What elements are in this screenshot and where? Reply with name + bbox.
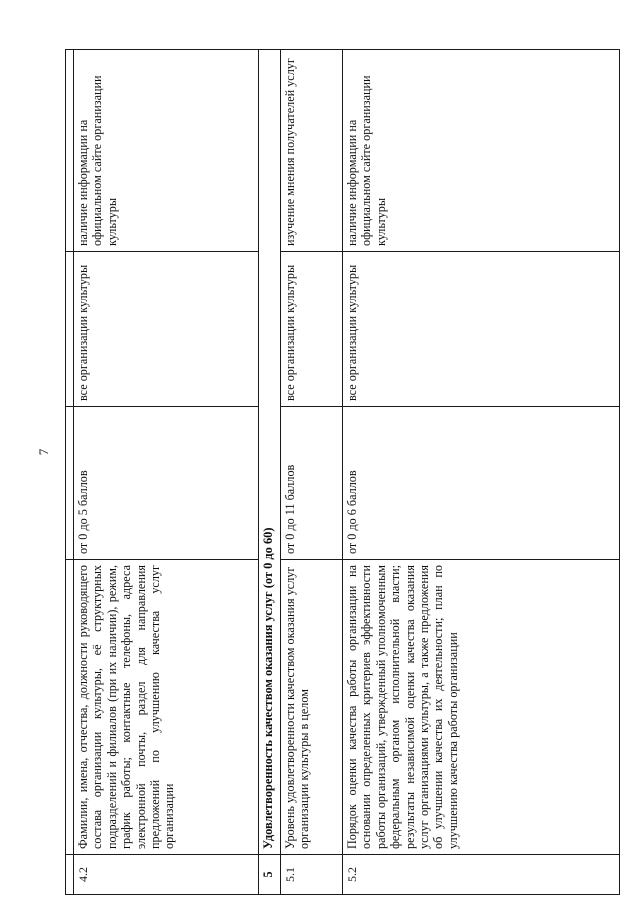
scope-cell: все организации культуры: [281, 252, 343, 407]
scope-cell: [66, 252, 74, 407]
value-cell: от 0 до 6 баллов: [343, 407, 620, 560]
source-cell: [66, 50, 74, 252]
scope-cell: все организации культуры: [343, 252, 620, 407]
table-row-4-2: [74, 50, 259, 895]
row-number: 4.2: [74, 855, 259, 895]
scope-cell: все организации культуры: [74, 252, 259, 407]
value-cell: от 0 до 5 баллов: [74, 407, 259, 560]
table-row-5-2: [343, 50, 620, 895]
page-number: 7: [36, 448, 51, 456]
row-number: 5.1: [281, 855, 343, 895]
source-cell: наличие информации на официальном сайте организации культуры: [343, 50, 620, 252]
source-cell: изучение мнения получателей услуг: [281, 50, 343, 252]
table-row-continuation: [66, 50, 74, 895]
source-cell: наличие информации на официальном сайте организации культуры: [74, 50, 259, 252]
row-number: [66, 855, 74, 895]
section-title: Удовлетворенность качеством оказания услуг (от 0 до 60): [259, 50, 281, 855]
criterion-cell: Уровень удовлетворенности качеством оказания услуг организации культуры в целом: [281, 560, 343, 855]
criterion-cell: [66, 560, 74, 855]
table-row-5-1: [281, 50, 343, 895]
criteria-table: [65, 49, 620, 895]
row-number: 5.2: [343, 855, 620, 895]
criterion-cell: Порядок оценки качества работы организации на основании определенных критериев эффективности работы организаций, утвержденный уполномоченным федеральным органом исполнительной власти; результаты независимой оценки качества оказания услуг организациями культуры, а также предложения об улучшении качества их деятельности; план по улучшению качества работы организации: [343, 560, 620, 855]
section-header-row: [259, 50, 281, 895]
value-cell: от 0 до 11 баллов: [281, 407, 343, 560]
criterion-cell: Фамилии, имена, отчества, должности руководящего состава организации культуры, её структурных подразделений и филиалов (при их наличии), режим, график работы; контактные телефоны, адреса электронной почты, раздел для направления предложений по улучшению качества услуг организации: [74, 560, 259, 855]
value-cell: [66, 407, 74, 560]
rotated-page-content: [65, 50, 620, 895]
section-number: 5: [259, 855, 281, 895]
